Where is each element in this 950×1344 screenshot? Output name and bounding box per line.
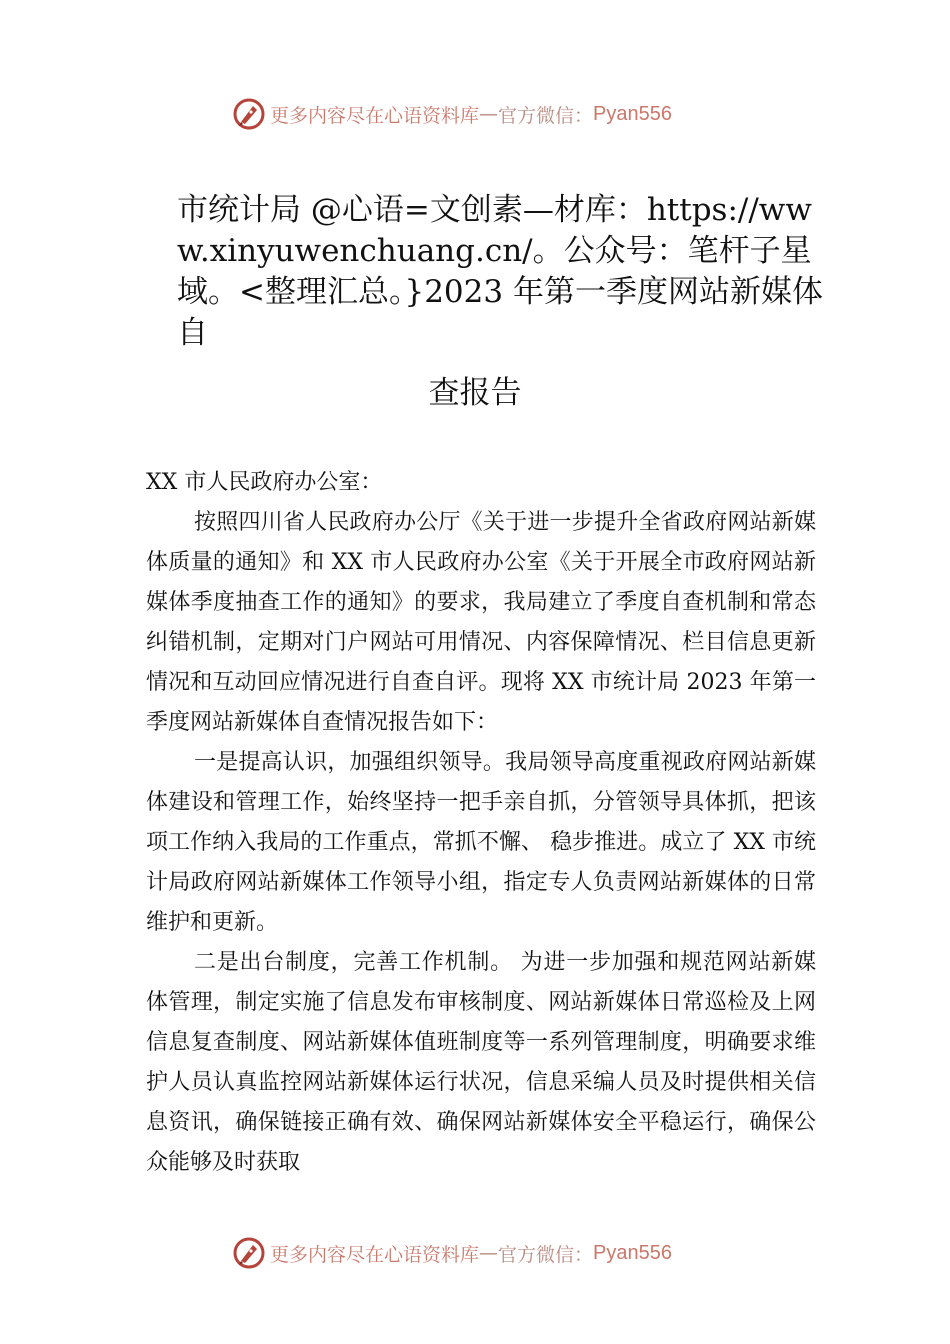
- header-watermark: [232, 95, 672, 133]
- footer-watermark: [232, 1234, 672, 1272]
- document-body: [146, 463, 816, 1183]
- watermark-wechat-label: 官方微信：: [498, 1243, 594, 1266]
- watermark-text: 更多内容尽在心语资料库: [270, 1243, 480, 1266]
- watermark-separator: —: [479, 103, 499, 125]
- watermark-text: 更多内容尽在心语资料库: [270, 104, 480, 127]
- watermark-wechat-label: 官方微信：: [498, 104, 594, 127]
- watermark-wechat-id: Pyan556: [593, 102, 672, 125]
- pen-nib-logo-icon: [232, 1236, 266, 1270]
- watermark-wechat-id: Pyan556: [593, 1241, 672, 1264]
- watermark-separator: —: [479, 1242, 499, 1264]
- document-title: 市统计局 @心语=文创素—材库：https://www.xinyuwenchuang.cn/。公众号：笔杆子星域。<整理汇总。}2023 年第一季度网站新媒体自: [177, 192, 823, 351]
- pen-nib-logo-icon: [232, 97, 266, 131]
- paragraph-intro: 按照四川省人民政府办公厅《关于进一步提升全省政府网站新媒体质量的通知》和 XX 市人民政府办公室《关于开展全市政府网站新媒体季度抽查工作的通知》的要求，我局建立了季度自查机制和常态纠错机制，定期对门户网站可用情况、内容保障情况、栏目信息更新情况和互动回应情况进行自查自评。现将 XX 市统计局 2023 年第一季度网站新媒体自查情况报告如下：: [146, 510, 816, 735]
- paragraph-mechanism: 二是出台制度，完善工作机制。 为进一步加强和规范网站新媒体管理，制定实施了信息发布审核制度、网站新媒体日常巡检及上网信息复查制度、网站新媒体值班制度等一系列管理制度，明确要求维护人员认真监控网站新媒体运行状况，信息采编人员及时提供相关信息资讯，确保链接正确有效、确保网站新媒体安全平稳运行，确保公众能够及时获取: [146, 950, 816, 1175]
- salutation: XX 市人民政府办公室：: [146, 470, 383, 495]
- paragraph-leadership: 一是提高认识，加强组织领导。我局领导高度重视政府网站新媒体建设和管理工作，始终坚持一把手亲自抓，分管领导具体抓，把该项工作纳入我局的工作重点，常抓不懈、 稳步推进。成立了 XX 市统计局政府网站新媒体工作领导小组，指定专人负责网站新媒体的日常维护和更新。: [146, 750, 816, 935]
- document-subtitle: 查报告: [428, 375, 522, 411]
